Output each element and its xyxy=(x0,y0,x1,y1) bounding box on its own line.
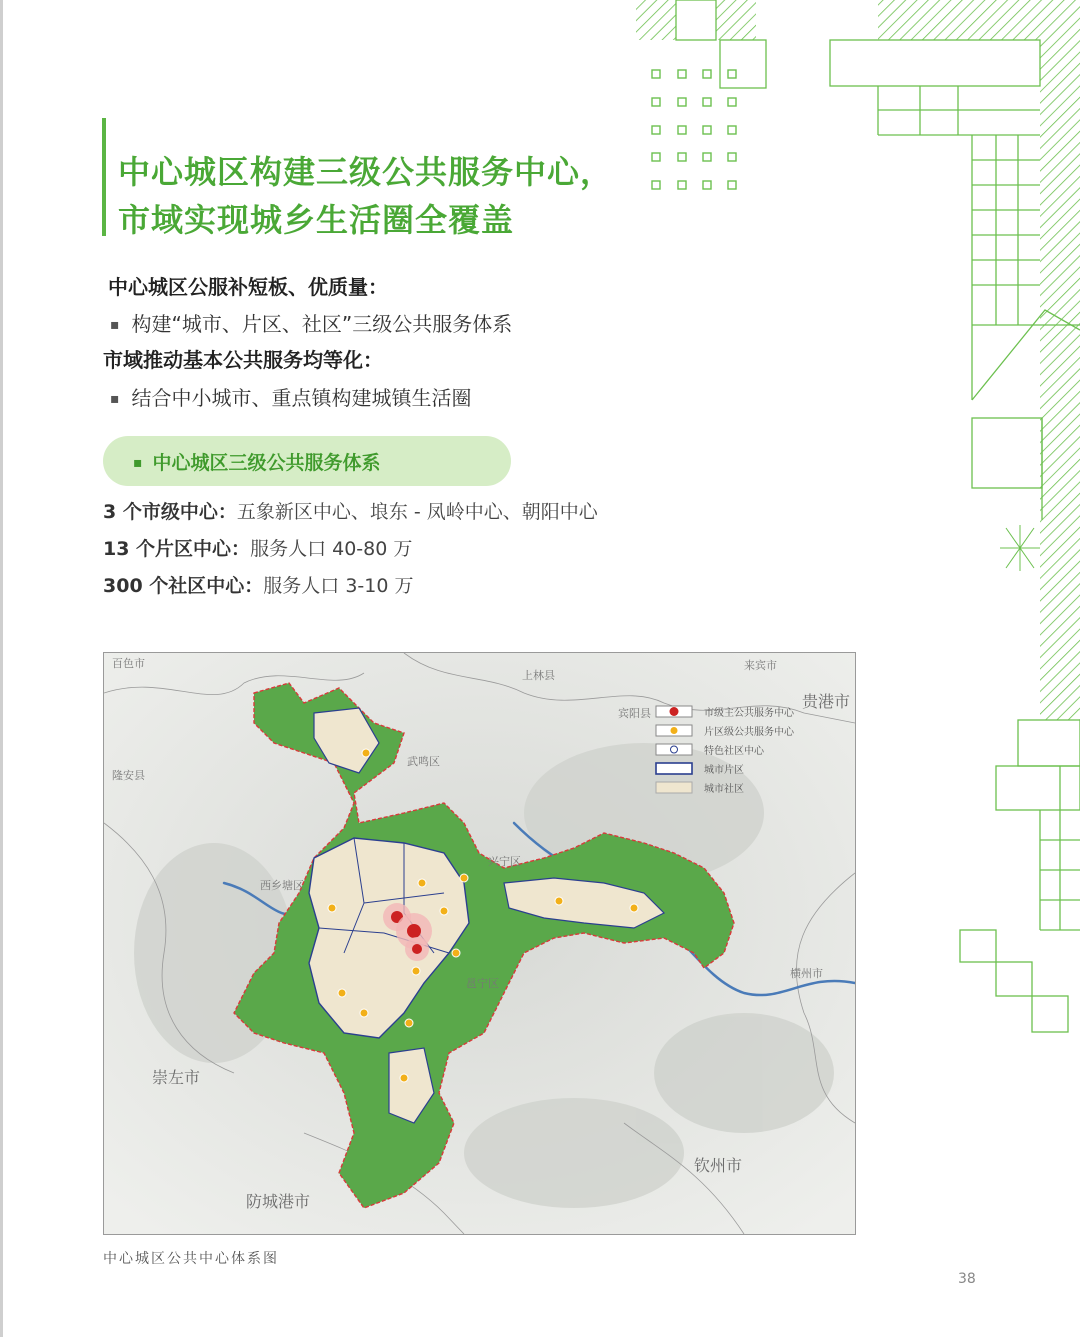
place-label: 贵港市 xyxy=(802,692,851,711)
legend-item xyxy=(618,741,798,760)
stat-value: 五象新区中心、埌东 - 凤岭中心、朝阳中心 xyxy=(236,501,598,523)
stat-value: 服务人口 3-10 万 xyxy=(263,575,414,597)
place-label: 西乡塘区 xyxy=(260,879,304,892)
legend-label: 市级主公共服务中心 xyxy=(704,708,794,719)
legend-label: 城市社区 xyxy=(704,784,744,795)
page-title xyxy=(118,148,613,244)
place-label: 邕宁区 xyxy=(466,977,499,990)
title-line-1: 中心城区构建三级公共服务中心， xyxy=(118,153,614,191)
legend-label: 城市片区 xyxy=(704,765,744,776)
title-line-2: 市域实现城乡生活圈全覆盖 xyxy=(118,201,515,239)
page-number: 38 xyxy=(958,1271,976,1287)
public-center-system-map xyxy=(103,652,856,1235)
stat-label: 3 个市级中心： xyxy=(103,501,237,523)
map-legend xyxy=(618,703,798,798)
legend-label: 片区级公共服务中心 xyxy=(704,727,794,738)
intro-heading-2: 市域推动基本公共服务均等化： xyxy=(103,348,383,372)
stat-district-centers xyxy=(103,535,412,563)
figure-caption: 中心城区公共中心体系图 xyxy=(103,1251,279,1267)
place-label: 崇左市 xyxy=(152,1068,201,1087)
place-label: 横州市 xyxy=(790,967,823,980)
legend-label: 特色社区中心 xyxy=(704,746,764,757)
section-pill-label: ▪ 中心城区三级公共服务体系 xyxy=(133,448,381,475)
legend-item xyxy=(618,779,798,798)
intro-bullet-1: ▪ 构建“城市、片区、社区”三级公共服务体系 xyxy=(110,310,512,341)
place-label: 武鸣区 xyxy=(407,755,440,768)
stat-value: 服务人口 40-80 万 xyxy=(250,538,413,560)
stat-city-centers xyxy=(103,498,598,526)
page-edge xyxy=(0,0,3,1337)
intro-heading-1: 中心城区公服补短板、优质量： xyxy=(108,275,388,299)
stat-label: 300 个社区中心： xyxy=(103,575,264,597)
title-accent-bar xyxy=(102,118,106,236)
intro-bullet-2: ▪ 结合中小城市、重点镇构建城镇生活圈 xyxy=(110,384,472,415)
legend-item xyxy=(618,722,798,741)
place-label: 钦州市 xyxy=(694,1156,743,1175)
stat-label: 13 个片区中心： xyxy=(103,538,251,560)
place-label: 兴宁区 xyxy=(488,855,521,868)
place-label: 来宾市 xyxy=(744,659,777,672)
legend-item xyxy=(618,760,798,779)
legend-item xyxy=(618,703,798,722)
stat-community-centers xyxy=(103,572,413,600)
place-label: 上林县 xyxy=(522,669,555,682)
place-label: 宾阳县 xyxy=(618,707,651,720)
section-pill xyxy=(103,436,511,486)
place-label: 隆安县 xyxy=(112,769,145,782)
place-label: 百色市 xyxy=(112,657,145,670)
place-label: 防城港市 xyxy=(246,1192,311,1211)
